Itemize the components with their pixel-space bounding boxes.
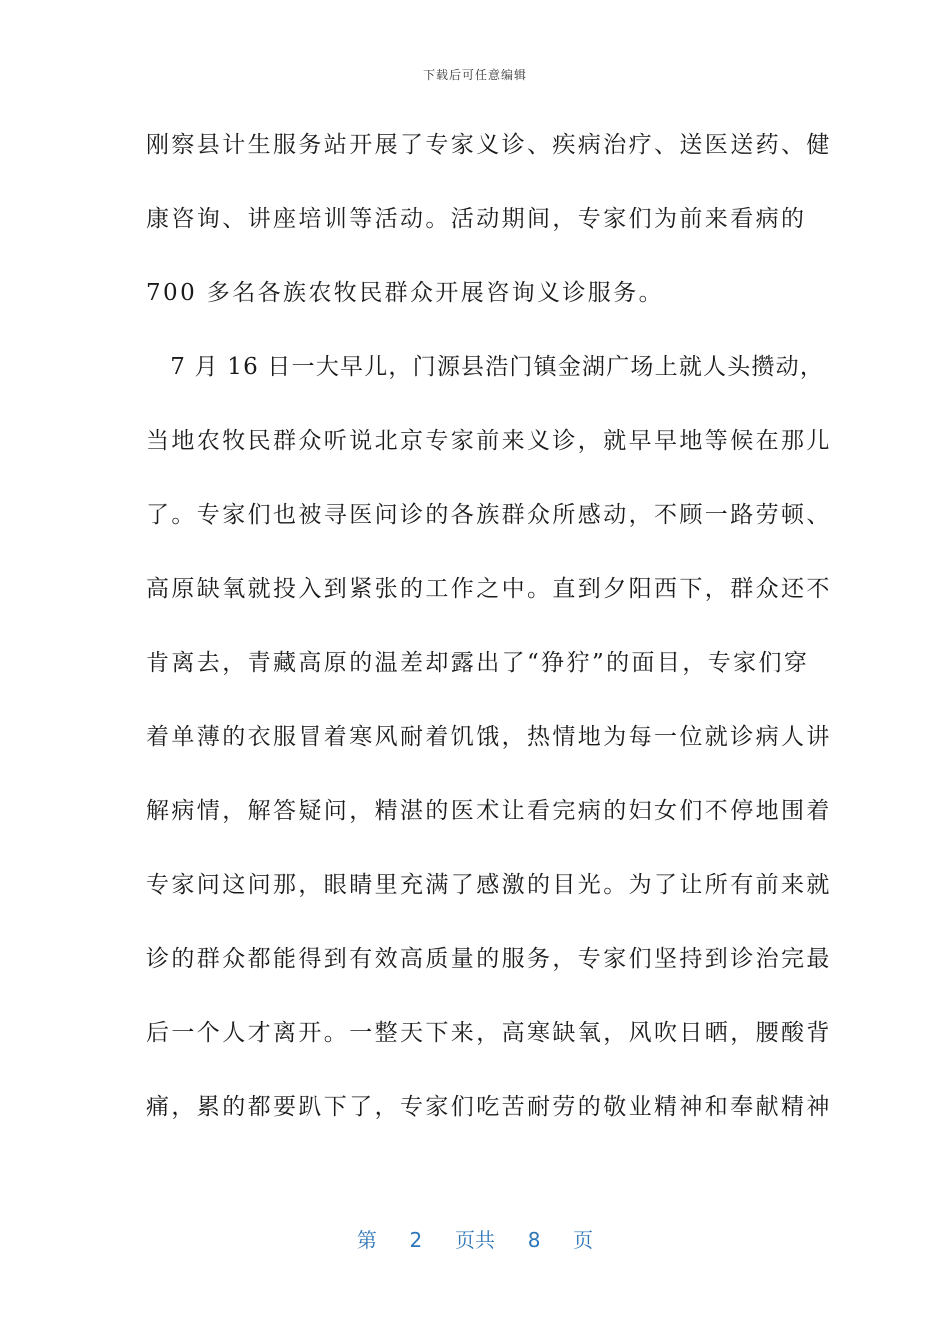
footer-di: 第: [356, 1228, 377, 1252]
text-line: 700 多名各族农牧民群众开展咨询义诊服务。: [146, 280, 665, 306]
footer-page-number: 2: [409, 1228, 423, 1252]
header-note: 下载后可任意编辑: [422, 68, 527, 82]
text-line: 刚察县计生服务站开展了专家义诊、疾病治疗、送医送药、健: [146, 132, 832, 158]
footer-total-pages: 8: [527, 1228, 541, 1252]
body-text: [146, 118, 832, 1154]
page-footer: [0, 1224, 950, 1253]
text-line: 康咨询、讲座培训等活动。活动期间，专家们为前来看病的: [146, 206, 807, 232]
footer-ye: 页: [573, 1228, 594, 1252]
text-line: 后一个人才离开。一整天下来，高寒缺氧，风吹日晒，腰酸背: [146, 1020, 832, 1046]
text-line: 当地农牧民群众听说北京专家前来义诊，就早早地等候在那儿: [146, 428, 832, 454]
text-line: 7 月 16 日一大早儿，门源县浩门镇金湖广场上就人头攒动，: [146, 354, 825, 380]
text-line: 肯离去，青藏高原的温差却露出了“狰狞”的面目，专家们穿: [146, 650, 810, 676]
text-line: 解病情，解答疑问，精湛的医术让看完病的妇女们不停地围着: [146, 798, 832, 824]
text-line: 着单薄的衣服冒着寒风耐着饥饿，热情地为每一位就诊病人讲: [146, 724, 832, 750]
text-line: 了。专家们也被寻医问诊的各族群众所感动，不顾一路劳顿、: [146, 502, 832, 528]
text-line: 高原缺氧就投入到紧张的工作之中。直到夕阳西下，群众还不: [146, 576, 832, 602]
text-line: 痛，累的都要趴下了，专家们吃苦耐劳的敬业精神和奉献精神: [146, 1094, 832, 1120]
footer-ye-gong: 页共: [455, 1228, 495, 1252]
text-line: 专家问这问那，眼睛里充满了感激的目光。为了让所有前来就: [146, 872, 832, 898]
text-line: 诊的群众都能得到有效高质量的服务，专家们坚持到诊治完最: [146, 946, 832, 972]
